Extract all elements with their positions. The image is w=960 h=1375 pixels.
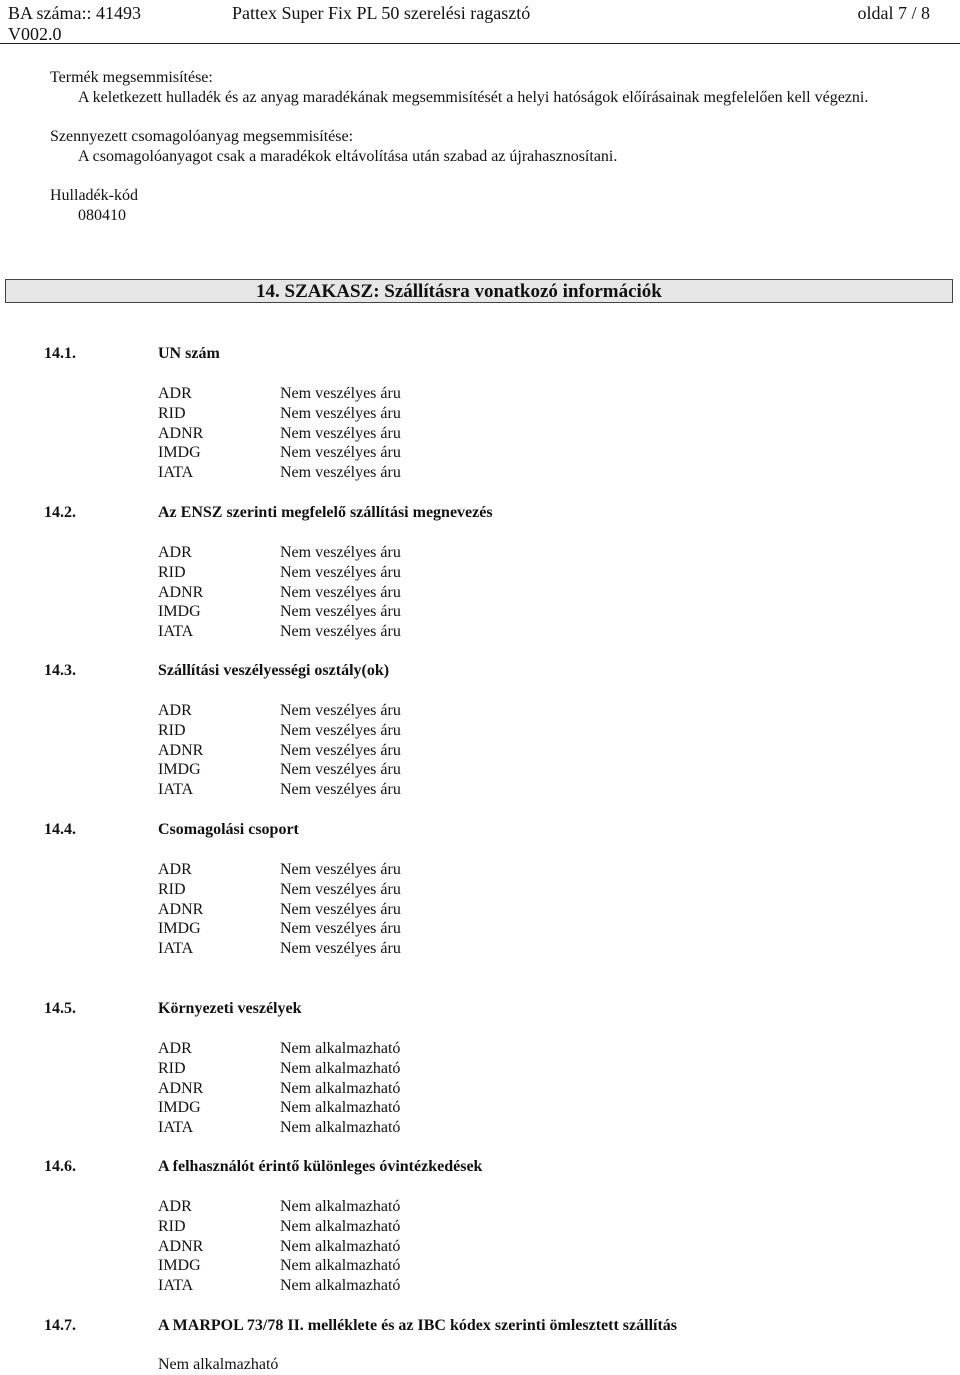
transport-mode-code: ADNR [158, 425, 204, 442]
transport-mode-value: Nem veszélyes áru [280, 544, 401, 561]
transport-mode-code: IATA [158, 464, 194, 481]
waste-code-label: Hulladék-kód [50, 187, 138, 204]
subsection-number: 14.5. [44, 1000, 76, 1017]
document-number: BA száma:: 41493 [8, 3, 141, 23]
subsection-title: Környezeti veszélyek [158, 1000, 302, 1017]
transport-mode-value: Nem veszélyes áru [280, 564, 401, 581]
transport-mode-value: Nem veszélyes áru [280, 425, 401, 442]
transport-mode-value: Nem alkalmazható [280, 1040, 401, 1057]
subsection-title: Az ENSZ szerinti megfelelő szállítási megnevezés [158, 504, 493, 521]
transport-mode-value: Nem veszélyes áru [280, 603, 401, 620]
transport-mode-code: IMDG [158, 603, 201, 620]
transport-mode-code: RID [158, 405, 186, 422]
transport-mode-code: ADNR [158, 742, 204, 759]
subsection-number: 14.1. [44, 345, 76, 362]
transport-mode-code: ADNR [158, 1238, 204, 1255]
transport-mode-value: Nem veszélyes áru [280, 940, 401, 957]
document-version: V002.0 [8, 24, 62, 44]
transport-mode-code: IMDG [158, 920, 201, 937]
transport-mode-value: Nem veszélyes áru [280, 742, 401, 759]
page-number: oldal 7 / 8 [857, 3, 930, 23]
transport-mode-value: Nem alkalmazható [280, 1099, 401, 1116]
transport-mode-value: Nem veszélyes áru [280, 722, 401, 739]
product-disposal-label: Termék megsemmisítése: [50, 69, 213, 86]
transport-mode-code: ADR [158, 861, 192, 878]
transport-mode-code: RID [158, 881, 186, 898]
transport-mode-code: IMDG [158, 444, 201, 461]
transport-mode-value: Nem veszélyes áru [280, 861, 401, 878]
transport-mode-value: Nem alkalmazható [280, 1119, 401, 1136]
transport-mode-value: Nem veszélyes áru [280, 444, 401, 461]
transport-mode-code: IATA [158, 940, 194, 957]
section-banner [5, 279, 953, 303]
subsection-title: A MARPOL 73/78 II. melléklete és az IBC kódex szerinti ömlesztett szállítás [158, 1317, 678, 1334]
transport-mode-code: ADNR [158, 901, 204, 918]
section-title: 14. SZAKASZ: Szállításra vonatkozó információk [256, 281, 662, 302]
transport-mode-value: Nem alkalmazható [280, 1238, 401, 1255]
document-title: Pattex Super Fix PL 50 szerelési ragasztó [232, 3, 531, 23]
transport-mode-value: Nem veszélyes áru [280, 761, 401, 778]
transport-mode-value: Nem alkalmazható [280, 1080, 401, 1097]
transport-mode-code: RID [158, 564, 186, 581]
transport-mode-value: Nem alkalmazható [280, 1198, 401, 1215]
transport-mode-code: IATA [158, 781, 194, 798]
transport-mode-code: IMDG [158, 761, 201, 778]
subsection-number: 14.4. [44, 821, 76, 838]
transport-mode-value: Nem veszélyes áru [280, 920, 401, 937]
waste-code: 080410 [78, 207, 126, 224]
transport-mode-code: ADR [158, 1198, 192, 1215]
transport-mode-code: ADNR [158, 584, 204, 601]
transport-mode-value: Nem veszélyes áru [280, 881, 401, 898]
transport-mode-value: Nem veszélyes áru [280, 584, 401, 601]
transport-mode-code: ADR [158, 385, 192, 402]
subsection-title: Szállítási veszélyességi osztály(ok) [158, 662, 390, 679]
transport-mode-value: Nem veszélyes áru [280, 385, 401, 402]
transport-mode-code: ADR [158, 1040, 192, 1057]
packaging-disposal-text: A csomagolóanyagot csak a maradékok eltávolítása után szabad az újrahasznosítani. [78, 148, 618, 165]
transport-mode-code: ADR [158, 544, 192, 561]
subsection-text: Nem alkalmazható [158, 1356, 279, 1373]
transport-mode-code: RID [158, 1218, 186, 1235]
transport-mode-value: Nem veszélyes áru [280, 901, 401, 918]
transport-mode-code: IMDG [158, 1099, 201, 1116]
transport-mode-value: Nem alkalmazható [280, 1277, 401, 1294]
transport-mode-code: IATA [158, 1119, 194, 1136]
transport-mode-code: IATA [158, 623, 194, 640]
product-disposal-text: A keletkezett hulladék és az anyag maradékának megsemmisítését a helyi hatóságok előírásainak megfelelően kell végezni. [78, 89, 869, 106]
transport-mode-value: Nem alkalmazható [280, 1218, 401, 1235]
packaging-disposal-label: Szennyezett csomagolóanyag megsemmisítése: [50, 128, 354, 145]
transport-mode-value: Nem veszélyes áru [280, 405, 401, 422]
subsection-title: UN szám [158, 345, 220, 362]
transport-mode-value: Nem alkalmazható [280, 1257, 401, 1274]
subsection-title: A felhasználót érintő különleges óvintézkedések [158, 1158, 483, 1175]
transport-mode-value: Nem veszélyes áru [280, 464, 401, 481]
transport-mode-value: Nem veszélyes áru [280, 781, 401, 798]
transport-mode-value: Nem alkalmazható [280, 1060, 401, 1077]
transport-mode-code: RID [158, 722, 186, 739]
subsection-number: 14.7. [44, 1317, 76, 1334]
transport-mode-code: ADNR [158, 1080, 204, 1097]
transport-mode-code: IATA [158, 1277, 194, 1294]
subsection-number: 14.6. [44, 1158, 76, 1175]
transport-mode-code: IMDG [158, 1257, 201, 1274]
subsection-title: Csomagolási csoport [158, 821, 299, 838]
transport-mode-code: ADR [158, 702, 192, 719]
transport-mode-code: RID [158, 1060, 186, 1077]
subsection-number: 14.2. [44, 504, 76, 521]
transport-mode-value: Nem veszélyes áru [280, 702, 401, 719]
transport-mode-value: Nem veszélyes áru [280, 623, 401, 640]
header-divider [0, 43, 960, 44]
subsection-number: 14.3. [44, 662, 76, 679]
